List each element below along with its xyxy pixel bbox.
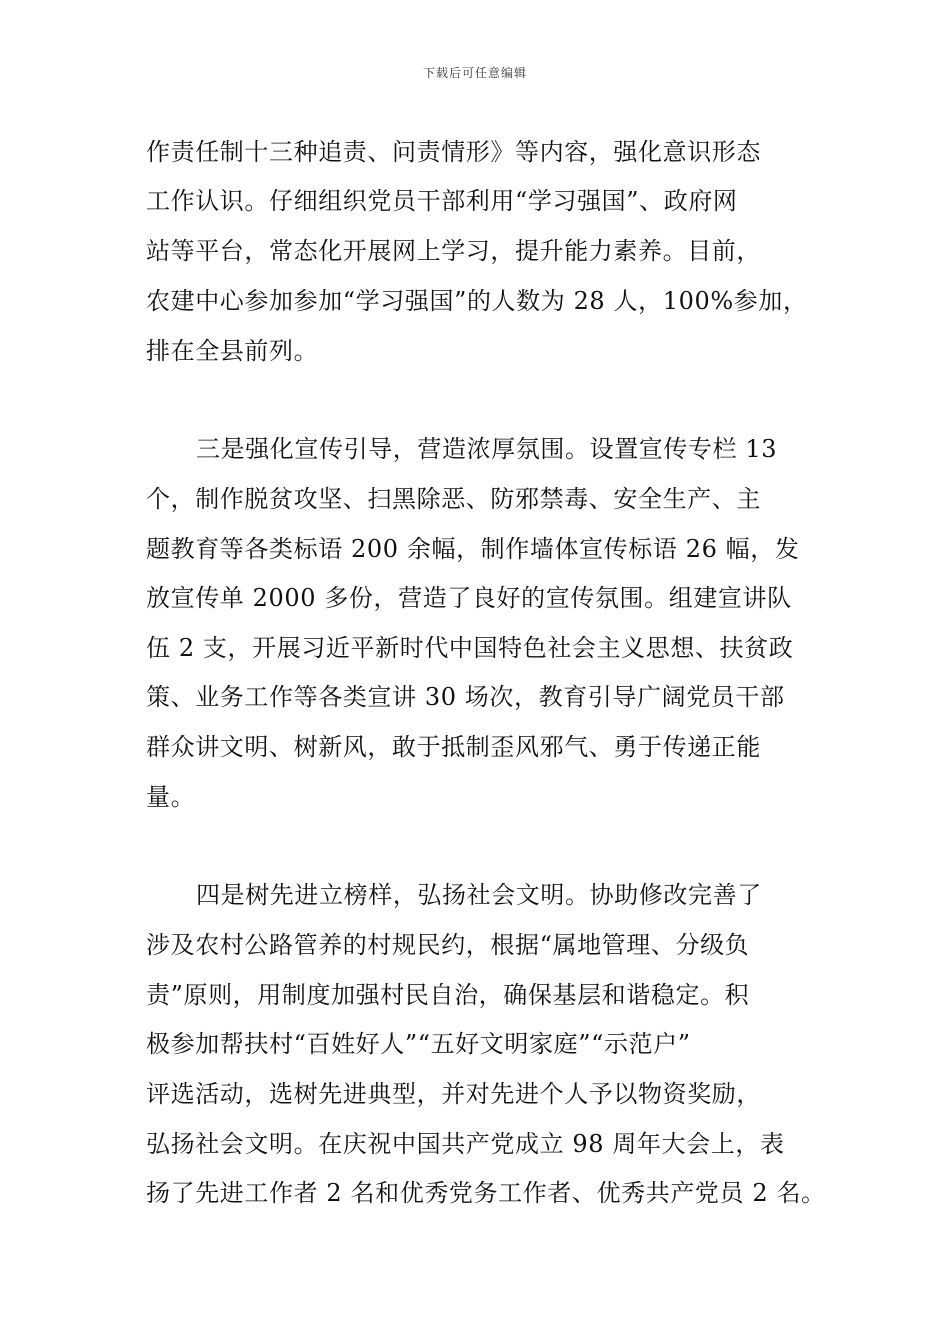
text-line: 伍 2 支，开展习近平新时代中国特色社会主义思想、扶贫政 xyxy=(146,634,794,662)
text-line: 放宣传单 2000 多份，营造了良好的宣传氛围。组建宣讲队 xyxy=(146,584,792,612)
text-line: 作责任制十三种追责、问责情形》等内容，强化意识形态 xyxy=(146,138,761,166)
text-line: 评选活动，选树先进典型，并对先进个人予以物资奖励， xyxy=(146,1080,761,1108)
text-line: 排在全县前列。 xyxy=(146,337,319,365)
text-line: 题教育等各类标语 200 余幅，制作墙体宣传标语 26 幅，发 xyxy=(146,535,800,563)
page-header: 下载后可任意编辑 xyxy=(422,66,527,80)
text-line: 量。 xyxy=(146,783,196,811)
text-line: 四是树先进立榜样，弘扬社会文明。协助修改完善了 xyxy=(196,881,762,909)
text-line: 三是强化宣传引导，营造浓厚氛围。设置宣传专栏 13 xyxy=(196,435,778,463)
text-line: 极参加帮扶村“百姓好人”“五好文明家庭”“示范户” xyxy=(146,1030,691,1058)
text-line: 个，制作脱贫攻坚、扫黑除恶、防邪禁毒、安全生产、主 xyxy=(146,485,761,513)
text-line: 策、业务工作等各类宣讲 30 场次，教育引导广阔党员干部 xyxy=(146,683,785,711)
text-line: 扬了先进工作者 2 名和优秀党务工作者、优秀共产党员 2 名。 xyxy=(146,1179,826,1207)
text-line: 责”原则，用制度加强村民自治，确保基层和谐稳定。积 xyxy=(146,981,750,1009)
text-line: 农建中心参加参加“学习强国”的人数为 28 人，100%参加， xyxy=(146,287,808,315)
text-line: 工作认识。仔细组织党员干部利用“学习强国”、政府网 xyxy=(146,187,738,215)
text-line: 群众讲文明、树新风，敢于抵制歪风邪气、勇于传递正能 xyxy=(146,733,761,761)
text-line: 站等平台，常态化开展网上学习，提升能力素养。目前， xyxy=(146,237,761,265)
text-line: 弘扬社会文明。在庆祝中国共产党成立 98 周年大会上，表 xyxy=(146,1130,785,1158)
text-line: 涉及农村公路管养的村规民约，根据“属地管理、分级负 xyxy=(146,931,750,959)
